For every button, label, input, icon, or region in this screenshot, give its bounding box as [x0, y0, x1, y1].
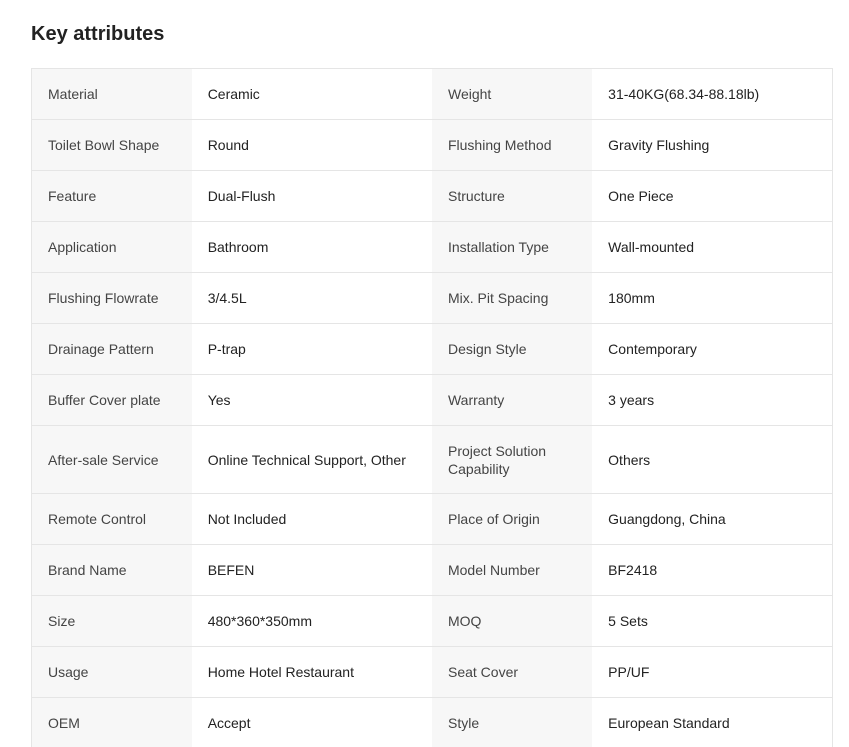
- attribute-value: Not Included: [192, 494, 432, 545]
- attribute-label: Weight: [432, 69, 592, 120]
- attribute-value: Online Technical Support, Other: [192, 426, 432, 494]
- table-row: [32, 69, 833, 120]
- attribute-label: Design Style: [432, 324, 592, 375]
- table-row: [32, 698, 833, 747]
- attribute-label: Drainage Pattern: [32, 324, 192, 375]
- attribute-label: Project Solution Capability: [432, 426, 592, 494]
- attribute-value: Guangdong, China: [592, 494, 832, 545]
- attribute-value: P-trap: [192, 324, 432, 375]
- attribute-label: MOQ: [432, 596, 592, 647]
- table-row: [32, 494, 833, 545]
- attribute-value: Dual-Flush: [192, 171, 432, 222]
- attribute-label: Model Number: [432, 545, 592, 596]
- attribute-value: One Piece: [592, 171, 832, 222]
- attribute-value: European Standard: [592, 698, 832, 747]
- attribute-label: Flushing Method: [432, 120, 592, 171]
- attribute-label: Flushing Flowrate: [32, 273, 192, 324]
- attribute-label: Buffer Cover plate: [32, 375, 192, 426]
- attribute-value: Home Hotel Restaurant: [192, 647, 432, 698]
- attribute-label: OEM: [32, 698, 192, 747]
- attributes-table: [31, 68, 833, 747]
- table-row: [32, 222, 833, 273]
- table-row: [32, 545, 833, 596]
- attribute-value: Gravity Flushing: [592, 120, 832, 171]
- attribute-value: Contemporary: [592, 324, 832, 375]
- table-row: [32, 426, 833, 494]
- attribute-value: Others: [592, 426, 832, 494]
- attribute-label: Seat Cover: [432, 647, 592, 698]
- attribute-label: Brand Name: [32, 545, 192, 596]
- attribute-label: Style: [432, 698, 592, 747]
- attribute-label: Toilet Bowl Shape: [32, 120, 192, 171]
- attribute-value: Wall-mounted: [592, 222, 832, 273]
- attribute-label: Installation Type: [432, 222, 592, 273]
- attribute-value: 180mm: [592, 273, 832, 324]
- attribute-label: After-sale Service: [32, 426, 192, 494]
- attribute-label: Usage: [32, 647, 192, 698]
- attribute-label: Remote Control: [32, 494, 192, 545]
- attribute-value: 480*360*350mm: [192, 596, 432, 647]
- attribute-label: Mix. Pit Spacing: [432, 273, 592, 324]
- table-row: [32, 120, 833, 171]
- attribute-value: 31-40KG(68.34-88.18lb): [592, 69, 832, 120]
- attribute-label: Application: [32, 222, 192, 273]
- attribute-label: Material: [32, 69, 192, 120]
- attribute-label: Place of Origin: [432, 494, 592, 545]
- table-row: [32, 171, 833, 222]
- attribute-value: Ceramic: [192, 69, 432, 120]
- attribute-value: 3 years: [592, 375, 832, 426]
- section-title: Key attributes: [31, 23, 165, 45]
- table-row: [32, 375, 833, 426]
- attribute-value: 3/4.5L: [192, 273, 432, 324]
- attribute-value: BEFEN: [192, 545, 432, 596]
- attribute-value: Round: [192, 120, 432, 171]
- attribute-value: Bathroom: [192, 222, 432, 273]
- attribute-label: Structure: [432, 171, 592, 222]
- table-row: [32, 324, 833, 375]
- attribute-value: Accept: [192, 698, 432, 747]
- attribute-value: Yes: [192, 375, 432, 426]
- attribute-value: 5 Sets: [592, 596, 832, 647]
- attribute-label: Size: [32, 596, 192, 647]
- attribute-value: BF2418: [592, 545, 832, 596]
- attribute-label: Feature: [32, 171, 192, 222]
- table-row: [32, 596, 833, 647]
- table-row: [32, 273, 833, 324]
- table-row: [32, 647, 833, 698]
- attribute-value: PP/UF: [592, 647, 832, 698]
- attribute-label: Warranty: [432, 375, 592, 426]
